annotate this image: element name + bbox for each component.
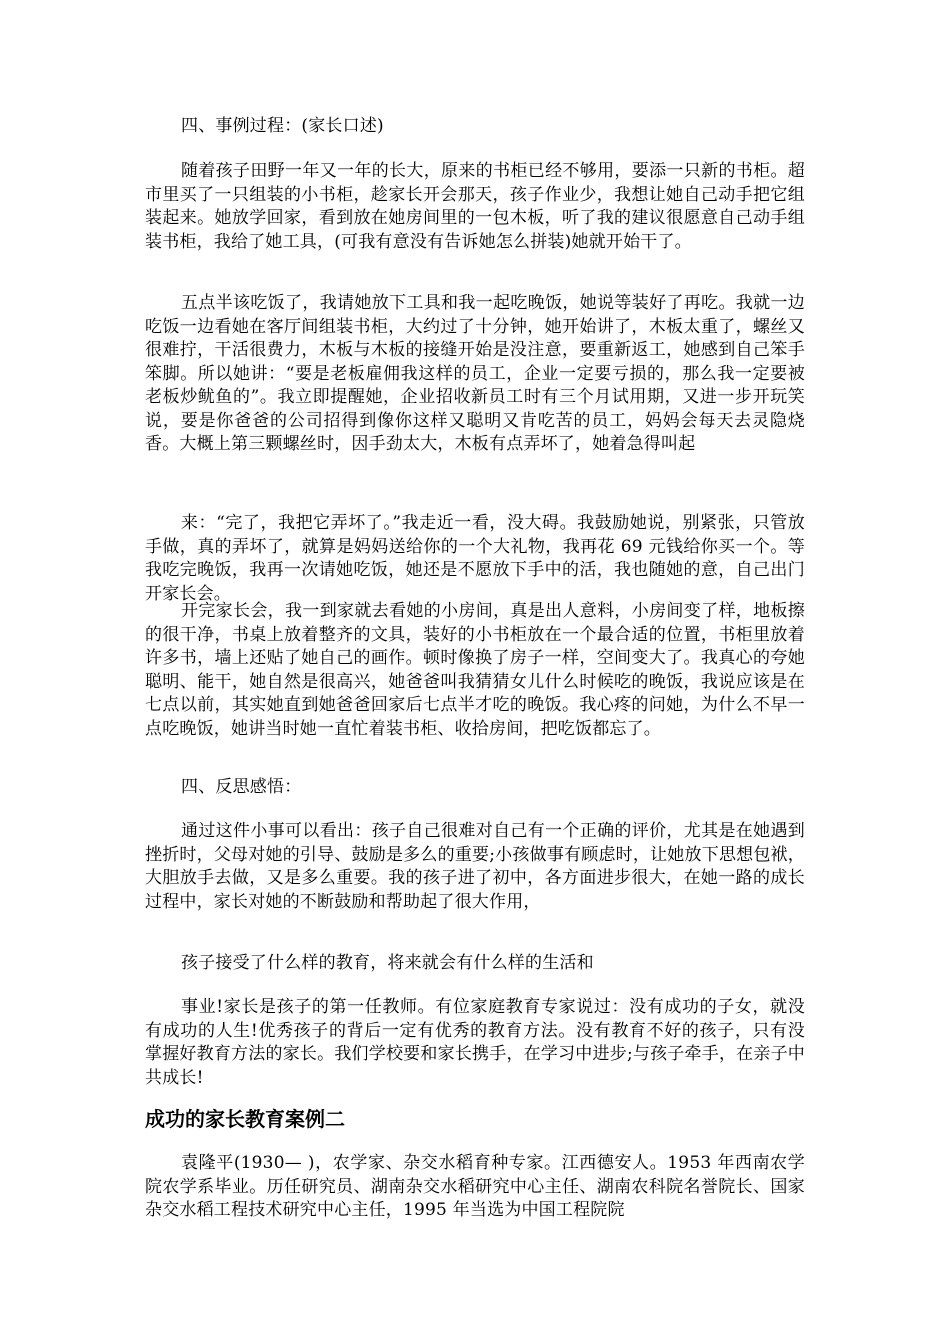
body-paragraph: 随着孩子田野一年又一年的长大，原来的书柜已经不够用，要添一只新的书柜。超市里买了一只组装的小书柜，趁家长开会那天，孩子作业少，我想让她自己动手把它组装起来。她放学回家，看到放在她房间里的一包木板，听了我的建议很愿意自己动手组装书柜，我给了她工具，(可我有意没有告诉她怎么拼装)她就开始干了。	[145, 161, 805, 252]
body-paragraph: 事业!家长是孩子的第一任教师。有位家庭教育专家说过：没有成功的子女，就没有成功的人生!优秀孩子的背后一定有优秀的教育方法。没有教育不好的孩子，只有没掌握好教育方法的家长。我们学校要和家长携手，在学习中进步;与孩子牵手，在亲子中共成长!	[145, 997, 805, 1088]
body-paragraph: 五点半该吃饭了，我请她放下工具和我一起吃晚饭，她说等装好了再吃。我就一边吃饭一边看她在客厅间组装书柜，大约过了十分钟，她开始讲了，木板太重了，螺丝又很难拧，干活很费力，木板与木板的接缝开始是没注意，要重新返工，她感到自己笨手笨脚。所以她讲：“要是老板雇佣我这样的员工，企业一定要亏损的，那么我一定要被老板炒鱿鱼的”。我立即提醒她，企业招收新员工时有三个月试用期，又进一步开玩笑说，要是你爸爸的公司招得到像你这样又聪明又肯吃苦的员工，妈妈会每天去灵隐烧香。大概上第三颗螺丝时，因手劲太大，木板有点弄坏了，她着急得叫起	[145, 293, 805, 454]
case-two-heading: 成功的家长教育案例二	[145, 1107, 345, 1131]
body-paragraph: 开完家长会，我一到家就去看她的小房间，真是出人意料，小房间变了样，地板擦的很干净，书桌上放着整齐的文具，装好的小书柜放在一个最合适的位置，书柜里放着许多书，墙上还贴了她自己的画作。顿时像换了房子一样，空间变大了。我真心的夸她聪明、能干，她自然是很高兴，她爸爸叫我猜猜女儿什么时候吃的晚饭，我说应该是在七点以前，其实她直到她爸爸回家后七点半才吃的晚饭。我心疼的问她，为什么不早一点吃晚饭，她讲当时她一直忙着装书柜、收拾房间，把吃饭都忘了。	[145, 601, 805, 739]
body-paragraph: 袁隆平(1930— )，农学家、杂交水稻育种专家。江西德安人。1953 年西南农学院农学系毕业。历任研究员、湖南杂交水稻研究中心主任、湖南农科院名誉院长、国家杂交水稻工程技术研究中心主任，1995 年当选为中国工程院院	[145, 1153, 805, 1220]
body-paragraph: 孩子接受了什么样的教育，将来就会有什么样的生活和	[181, 953, 594, 973]
body-paragraph: 通过这件小事可以看出：孩子自己很难对自己有一个正确的评价，尤其是在她遇到挫折时，父母对她的引导、鼓励是多么的重要;小孩做事有顾虑时，让她放下思想包袱，大胆放手去做，又是多么重要。我的孩子进了初中，各方面进步很大，在她一路的成长过程中，家长对她的不断鼓励和帮助起了很大作用，	[145, 821, 805, 912]
section-heading-reflection: 四、反思感悟：	[181, 777, 302, 797]
section-heading-process: 四、事例过程：(家长口述)	[181, 116, 384, 136]
body-paragraph: 来：“完了，我把它弄坏了。”我走近一看，没大碍。我鼓励她说，别紧张，只管放手做，真的弄坏了，就算是妈妈送给你的一个大礼物，我再花 69 元钱给你买一个。等我吃完晚饭，我再一次请她吃饭，她还是不愿放下手中的活，我也随她的意，自己出门开家长会。	[145, 513, 805, 604]
